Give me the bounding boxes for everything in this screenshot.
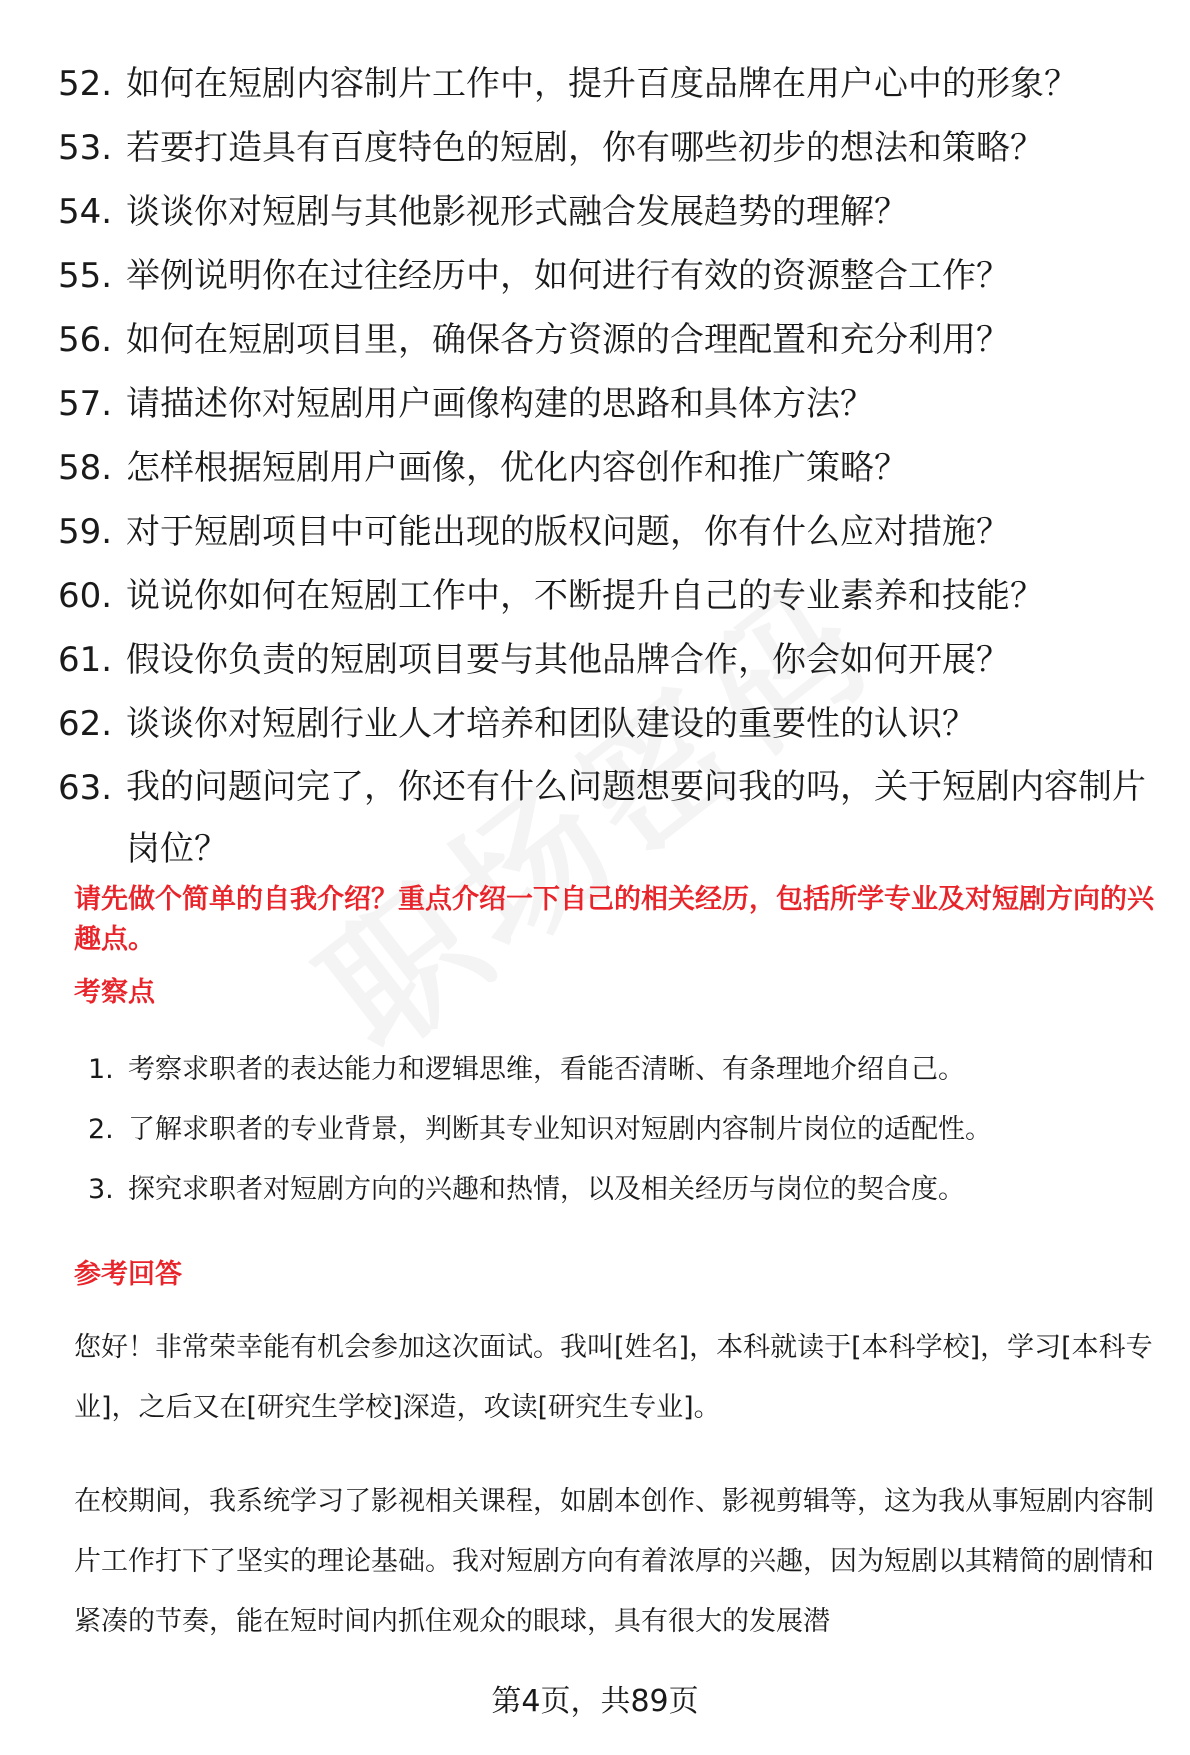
exam-points-list bbox=[88, 1040, 1148, 1220]
point-text: 考察求职者的表达能力和逻辑思维，看能否清晰、有条理地介绍自己。 bbox=[128, 1054, 965, 1085]
question-number: 59. bbox=[58, 512, 113, 552]
list-item bbox=[88, 1160, 1148, 1220]
exam-points-heading: 考察点 bbox=[74, 977, 155, 1008]
point-text: 探究求职者对短剧方向的兴趣和热情，以及相关经历与岗位的契合度。 bbox=[128, 1174, 965, 1205]
list-item bbox=[58, 756, 1158, 880]
list-item bbox=[58, 180, 1158, 244]
question-number: 60. bbox=[58, 576, 113, 616]
question-number: 61. bbox=[58, 640, 113, 680]
question-number: 57. bbox=[58, 384, 113, 424]
question-text: 如何在短剧内容制片工作中，提升百度品牌在用户心中的形象？ bbox=[126, 64, 1078, 104]
question-number: 56. bbox=[58, 320, 113, 360]
question-number: 63. bbox=[58, 768, 113, 808]
point-text: 了解求职者的专业背景，判断其专业知识对短剧内容制片岗位的适配性。 bbox=[128, 1114, 992, 1145]
question-number: 54. bbox=[58, 192, 113, 232]
answer-paragraph: 您好！非常荣幸能有机会参加这次面试。我叫[姓名]，本科就读于[本科学校]，学习[本科专业]，之后又在[研究生学校]深造，攻读[研究生专业]。 bbox=[74, 1332, 1153, 1423]
list-item bbox=[88, 1100, 1148, 1160]
list-item bbox=[58, 692, 1158, 756]
question-text: 请描述你对短剧用户画像构建的思路和具体方法？ bbox=[126, 384, 874, 424]
list-item bbox=[58, 564, 1158, 628]
question-text: 说说你如何在短剧工作中，不断提升自己的专业素养和技能？ bbox=[126, 576, 1044, 616]
list-item bbox=[58, 244, 1158, 308]
question-number: 55. bbox=[58, 256, 113, 296]
question-text: 对于短剧项目中可能出现的版权问题，你有什么应对措施？ bbox=[126, 512, 1010, 552]
question-number: 58. bbox=[58, 448, 113, 488]
list-item bbox=[58, 52, 1158, 116]
point-number: 2. bbox=[88, 1114, 114, 1145]
question-number: 52. bbox=[58, 64, 113, 104]
question-number: 53. bbox=[58, 128, 113, 168]
list-item bbox=[58, 116, 1158, 180]
point-number: 3. bbox=[88, 1174, 114, 1205]
list-item bbox=[58, 628, 1158, 692]
question-text: 我的问题问完了，你还有什么问题想要问我的吗，关于短剧内容制片岗位？ bbox=[126, 767, 1146, 869]
answer-heading: 参考回答 bbox=[74, 1259, 182, 1290]
answer-paragraph: 在校期间，我系统学习了影视相关课程，如剧本创作、影视剪辑等，这为我从事短剧内容制片工作打下了坚实的理论基础。我对短剧方向有着浓厚的兴趣，因为短剧以其精简的剧情和紧凑的节奏，能在短时间内抓住观众的眼球，具有很大的发展潜 bbox=[74, 1486, 1154, 1637]
question-text: 若要打造具有百度特色的短剧，你有哪些初步的想法和策略？ bbox=[126, 128, 1044, 168]
question-text: 谈谈你对短剧与其他影视形式融合发展趋势的理解？ bbox=[126, 192, 908, 232]
list-item bbox=[58, 436, 1158, 500]
list-item bbox=[58, 500, 1158, 564]
question-text: 谈谈你对短剧行业人才培养和团队建设的重要性的认识？ bbox=[126, 704, 976, 744]
list-item bbox=[88, 1040, 1148, 1100]
point-number: 1. bbox=[88, 1054, 114, 1085]
list-item bbox=[58, 372, 1158, 436]
question-text: 怎样根据短剧用户画像，优化内容创作和推广策略？ bbox=[126, 448, 908, 488]
interview-prompt: 请先做个简单的自我介绍？重点介绍一下自己的相关经历，包括所学专业及对短剧方向的兴趣点。 bbox=[74, 884, 1154, 955]
question-text: 假设你负责的短剧项目要与其他品牌合作，你会如何开展？ bbox=[126, 640, 1010, 680]
question-text: 如何在短剧项目里，确保各方资源的合理配置和充分利用？ bbox=[126, 320, 1010, 360]
question-number: 62. bbox=[58, 704, 113, 744]
page-number: 第4页，共89页 bbox=[491, 1684, 699, 1719]
question-list bbox=[58, 52, 1158, 880]
question-text: 举例说明你在过往经历中，如何进行有效的资源整合工作？ bbox=[126, 256, 1010, 296]
list-item bbox=[58, 308, 1158, 372]
